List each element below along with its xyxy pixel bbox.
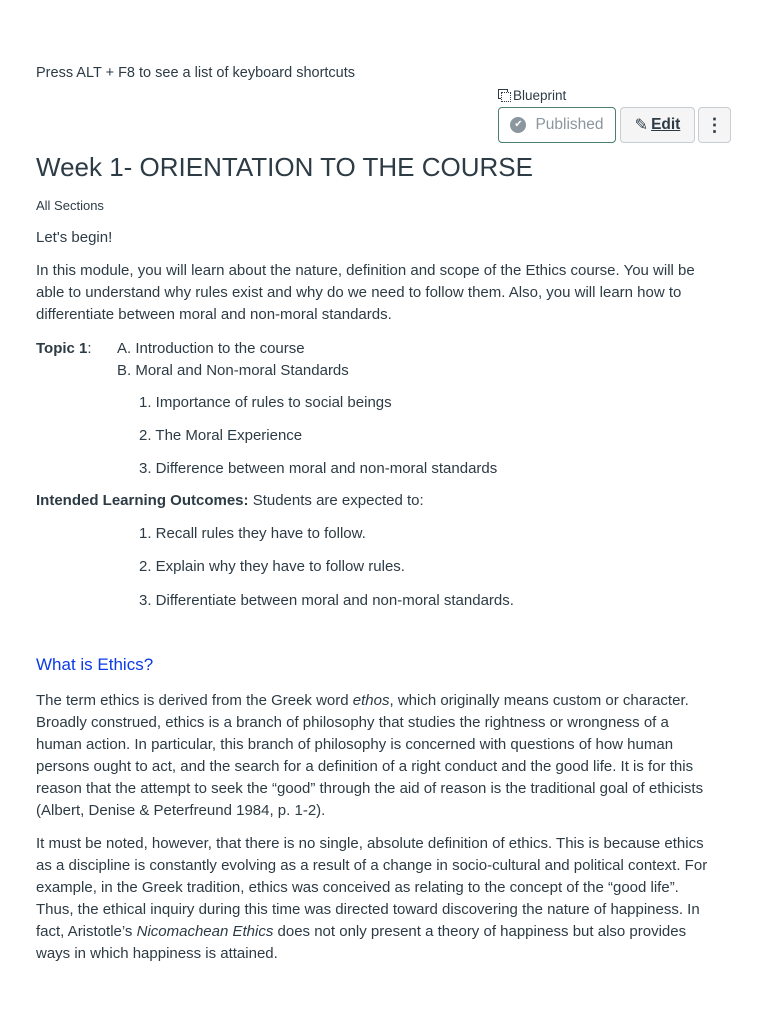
edit-label: Edit — [651, 116, 681, 133]
module-description-line: differentiate between moral and non-moral standards. — [36, 306, 392, 323]
module-description-line: In this module, you will learn about the nature, definition and scope of the Ethics course. You will be — [36, 262, 695, 279]
paragraph-line: (Albert, Denise & Peterfreund 1984, p. 1-2). — [36, 802, 326, 819]
text-run: The term ethics is derived from the Greek word — [36, 692, 353, 709]
paragraph-line: as a discipline is constantly evolving as a result of a change in socio-cultural and political context. For — [36, 857, 708, 874]
topic-label — [36, 338, 92, 360]
keyboard-shortcut-hint: Press ALT + F8 to see a list of keyboard shortcuts — [36, 65, 356, 81]
blueprint-label: Blueprint — [513, 88, 567, 103]
paragraph-line: Thus, the ethical inquiry during this time was directed toward discovering the nature of happiness. In — [36, 901, 700, 918]
learning-outcome-item: 2. Explain why they have to follow rules. — [139, 558, 405, 575]
ethics-heading: What is Ethics? — [36, 655, 154, 674]
text-run: does not only present a theory of happiness but also provides — [273, 923, 687, 940]
learning-outcomes-text: Students are expected to: — [248, 492, 424, 509]
more-options-button[interactable] — [698, 107, 731, 143]
module-description-line: able to understand why rules exist and why do we need to follow them. Also, you will learn how to — [36, 284, 682, 301]
blueprint-indicator — [498, 88, 566, 103]
ethics-paragraph-2 — [36, 833, 736, 965]
text-run: , which originally means custom or character. — [389, 692, 689, 709]
topic-subitem: 2. The Moral Experience — [139, 427, 303, 444]
published-label: Published — [535, 116, 604, 133]
topic-subitem: 3. Difference between moral and non-moral standards — [139, 460, 498, 477]
module-description — [36, 260, 736, 326]
text-run: fact, Aristotle’s — [36, 923, 137, 940]
topic-colon: : — [87, 340, 92, 357]
sections-label: All Sections — [36, 198, 104, 213]
topic-label-bold: Topic 1 — [36, 340, 88, 357]
intro-text: Let's begin! — [36, 229, 113, 246]
learning-outcomes-label: Intended Learning Outcomes: — [36, 492, 249, 509]
ethos-term: ethos — [352, 692, 390, 709]
paragraph-line: human action. In particular, this branch of philosophy is concerned with questions of how human — [36, 736, 674, 753]
learning-outcomes-intro — [36, 490, 424, 512]
page-title: Week 1- ORIENTATION TO THE COURSE — [36, 152, 533, 182]
paragraph-line: ways in which happiness is attained. — [36, 945, 278, 962]
ethics-paragraph-1 — [36, 690, 736, 822]
topic-item: B. Moral and Non-moral Standards — [117, 362, 349, 379]
topic-item: A. Introduction to the course — [117, 340, 305, 357]
paragraph-line: Broadly construed, ethics is a branch of philosophy that studies the rightness or wrongness of a — [36, 714, 669, 731]
nicomachean-ethics-title: Nicomachean Ethics — [136, 923, 274, 940]
paragraph-line: persons ought to act, and the search for a definition of a right conduct and the good life. It is for this — [36, 758, 694, 775]
paragraph-line — [36, 690, 736, 712]
edit-button[interactable] — [620, 107, 695, 143]
paragraph-line: It must be noted, however, that there is no single, absolute definition of ethics. This is because ethics — [36, 835, 704, 852]
paragraph-line: reason that the attempt to seek the “good” through the aid of reason is the traditional goal of ethicists — [36, 780, 704, 797]
blueprint-icon — [498, 89, 512, 103]
paragraph-line — [36, 921, 736, 943]
topic-subitem: 1. Importance of rules to social beings — [139, 394, 392, 411]
topic-list — [117, 338, 349, 382]
learning-outcome-item: 3. Differentiate between moral and non-moral standards. — [139, 592, 514, 609]
kebab-icon: ⋮ — [705, 114, 724, 135]
learning-outcome-item: 1. Recall rules they have to follow. — [139, 525, 366, 542]
published-button[interactable] — [498, 107, 616, 143]
pencil-icon: ✎ — [634, 117, 649, 134]
check-circle-icon: ✔ — [510, 117, 526, 133]
paragraph-line: example, in the Greek tradition, ethics was conceived as relating to the concept of the “good life”. — [36, 879, 679, 896]
